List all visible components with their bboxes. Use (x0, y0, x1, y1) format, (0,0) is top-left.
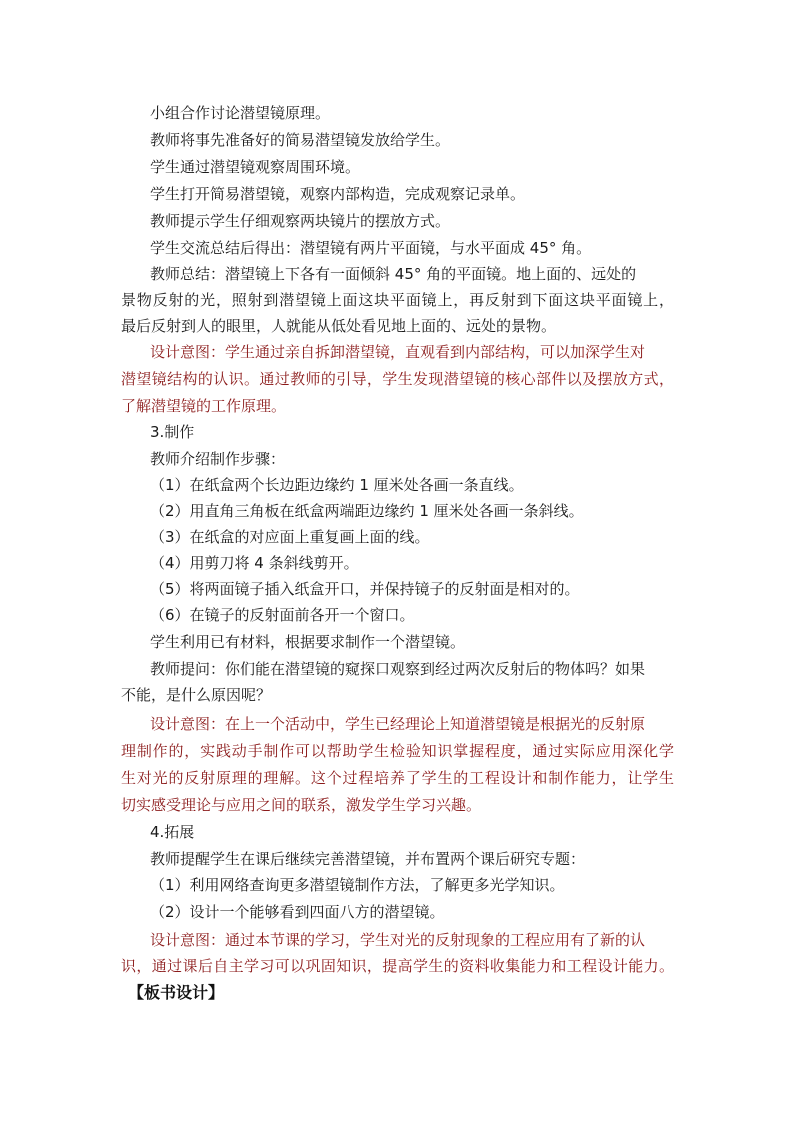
paragraph-conclusion: 学生交流总结后得出：潜望镜有两片平面镜，与水平面成 45° 角。 (150, 239, 592, 257)
section-heading-make: 3.制作 (150, 423, 195, 441)
teacher-question-line-2: 不能，是什么原因呢？ (121, 686, 272, 704)
section-heading-extend: 4.拓展 (150, 823, 195, 841)
design-intent-2-line-1: 设计意图：在上一个活动中，学生已经理论上知道潜望镜是根据光的反射原 (150, 715, 646, 733)
teacher-summary-line-2: 景物反射的光，照射到潜望镜上面这块平面镜上，再反射到下面这块平面镜上， (121, 291, 674, 309)
design-intent-3-line-2: 识，通过课后自主学习可以巩固知识，提高学生的资料收集能力和工程设计能力。 (121, 957, 674, 975)
design-intent-3-line-1: 设计意图：通过本节课的学习，学生对光的反射现象的工程应用有了新的认 (150, 931, 646, 949)
step-2: （2）用直角三角板在纸盒两端距边缘约 1 厘米处各画一条斜线。 (150, 502, 584, 520)
design-intent-1-line-2: 潜望镜结构的认识。通过教师的引导，学生发现潜望镜的核心部件以及摆放方式， (121, 370, 674, 388)
teacher-summary-line-1: 教师总结：潜望镜上下各有一面倾斜 45° 角的平面镜。地上面的、远处的 (150, 265, 637, 283)
paragraph-distribute: 教师将事先准备好的简易潜望镜发放给学生。 (150, 131, 451, 149)
extension-topic-1: （1）利用网络查询更多潜望镜制作方法，了解更多光学知识。 (150, 876, 565, 894)
step-6: （6）在镜子的反射面前各开一个窗口。 (150, 606, 415, 624)
steps-intro: 教师介绍制作步骤： (150, 450, 286, 468)
teacher-summary-line-3: 最后反射到人的眼里，人就能从低处看见地上面的、远处的景物。 (121, 317, 557, 335)
design-intent-1-line-3: 了解潜望镜的工作原理。 (121, 397, 287, 415)
design-intent-2-line-4: 切实感受理论与应用之间的联系，激发学生学习兴趣。 (121, 796, 482, 814)
paragraph-open: 学生打开简易潜望镜，观察内部构造，完成观察记录单。 (150, 185, 526, 203)
step-4: （4）用剪刀将 4 条斜线剪开。 (150, 554, 359, 572)
paragraph-hint: 教师提示学生仔细观察两块镜片的摆放方式。 (150, 212, 451, 230)
step-5: （5）将两面镜子插入纸盒开口，并保持镜子的反射面是相对的。 (150, 580, 580, 598)
extension-intro: 教师提醒学生在课后继续完善潜望镜，并布置两个课后研究专题： (150, 850, 586, 868)
teacher-question-line-1: 教师提问：你们能在潜望镜的窥探口观察到经过两次反射后的物体吗？如果 (150, 660, 646, 678)
paragraph-observe: 学生通过潜望镜观察周围环境。 (150, 158, 361, 176)
extension-topic-2: （2）设计一个能够看到四面八方的潜望镜。 (150, 903, 445, 921)
step-1: （1）在纸盒两个长边距边缘约 1 厘米处各画一条直线。 (150, 476, 524, 494)
board-design-heading: 【板书设计】 (128, 983, 225, 1002)
paragraph-group-discussion: 小组合作讨论潜望镜原理。 (150, 104, 331, 122)
design-intent-2-line-3: 生对光的反射原理的理解。这个过程培养了学生的工程设计和制作能力，让学生 (121, 769, 674, 787)
design-intent-1-line-1: 设计意图：学生通过亲自拆卸潜望镜，直观看到内部结构，可以加深学生对 (150, 343, 646, 361)
step-3: （3）在纸盒的对应面上重复画上面的线。 (150, 528, 430, 546)
design-intent-2-line-2: 理制作的，实践动手制作可以帮助学生检验知识掌握程度，通过实际应用深化学 (121, 742, 674, 760)
paragraph-student-make: 学生利用已有材料，根据要求制作一个潜望镜。 (150, 633, 466, 651)
